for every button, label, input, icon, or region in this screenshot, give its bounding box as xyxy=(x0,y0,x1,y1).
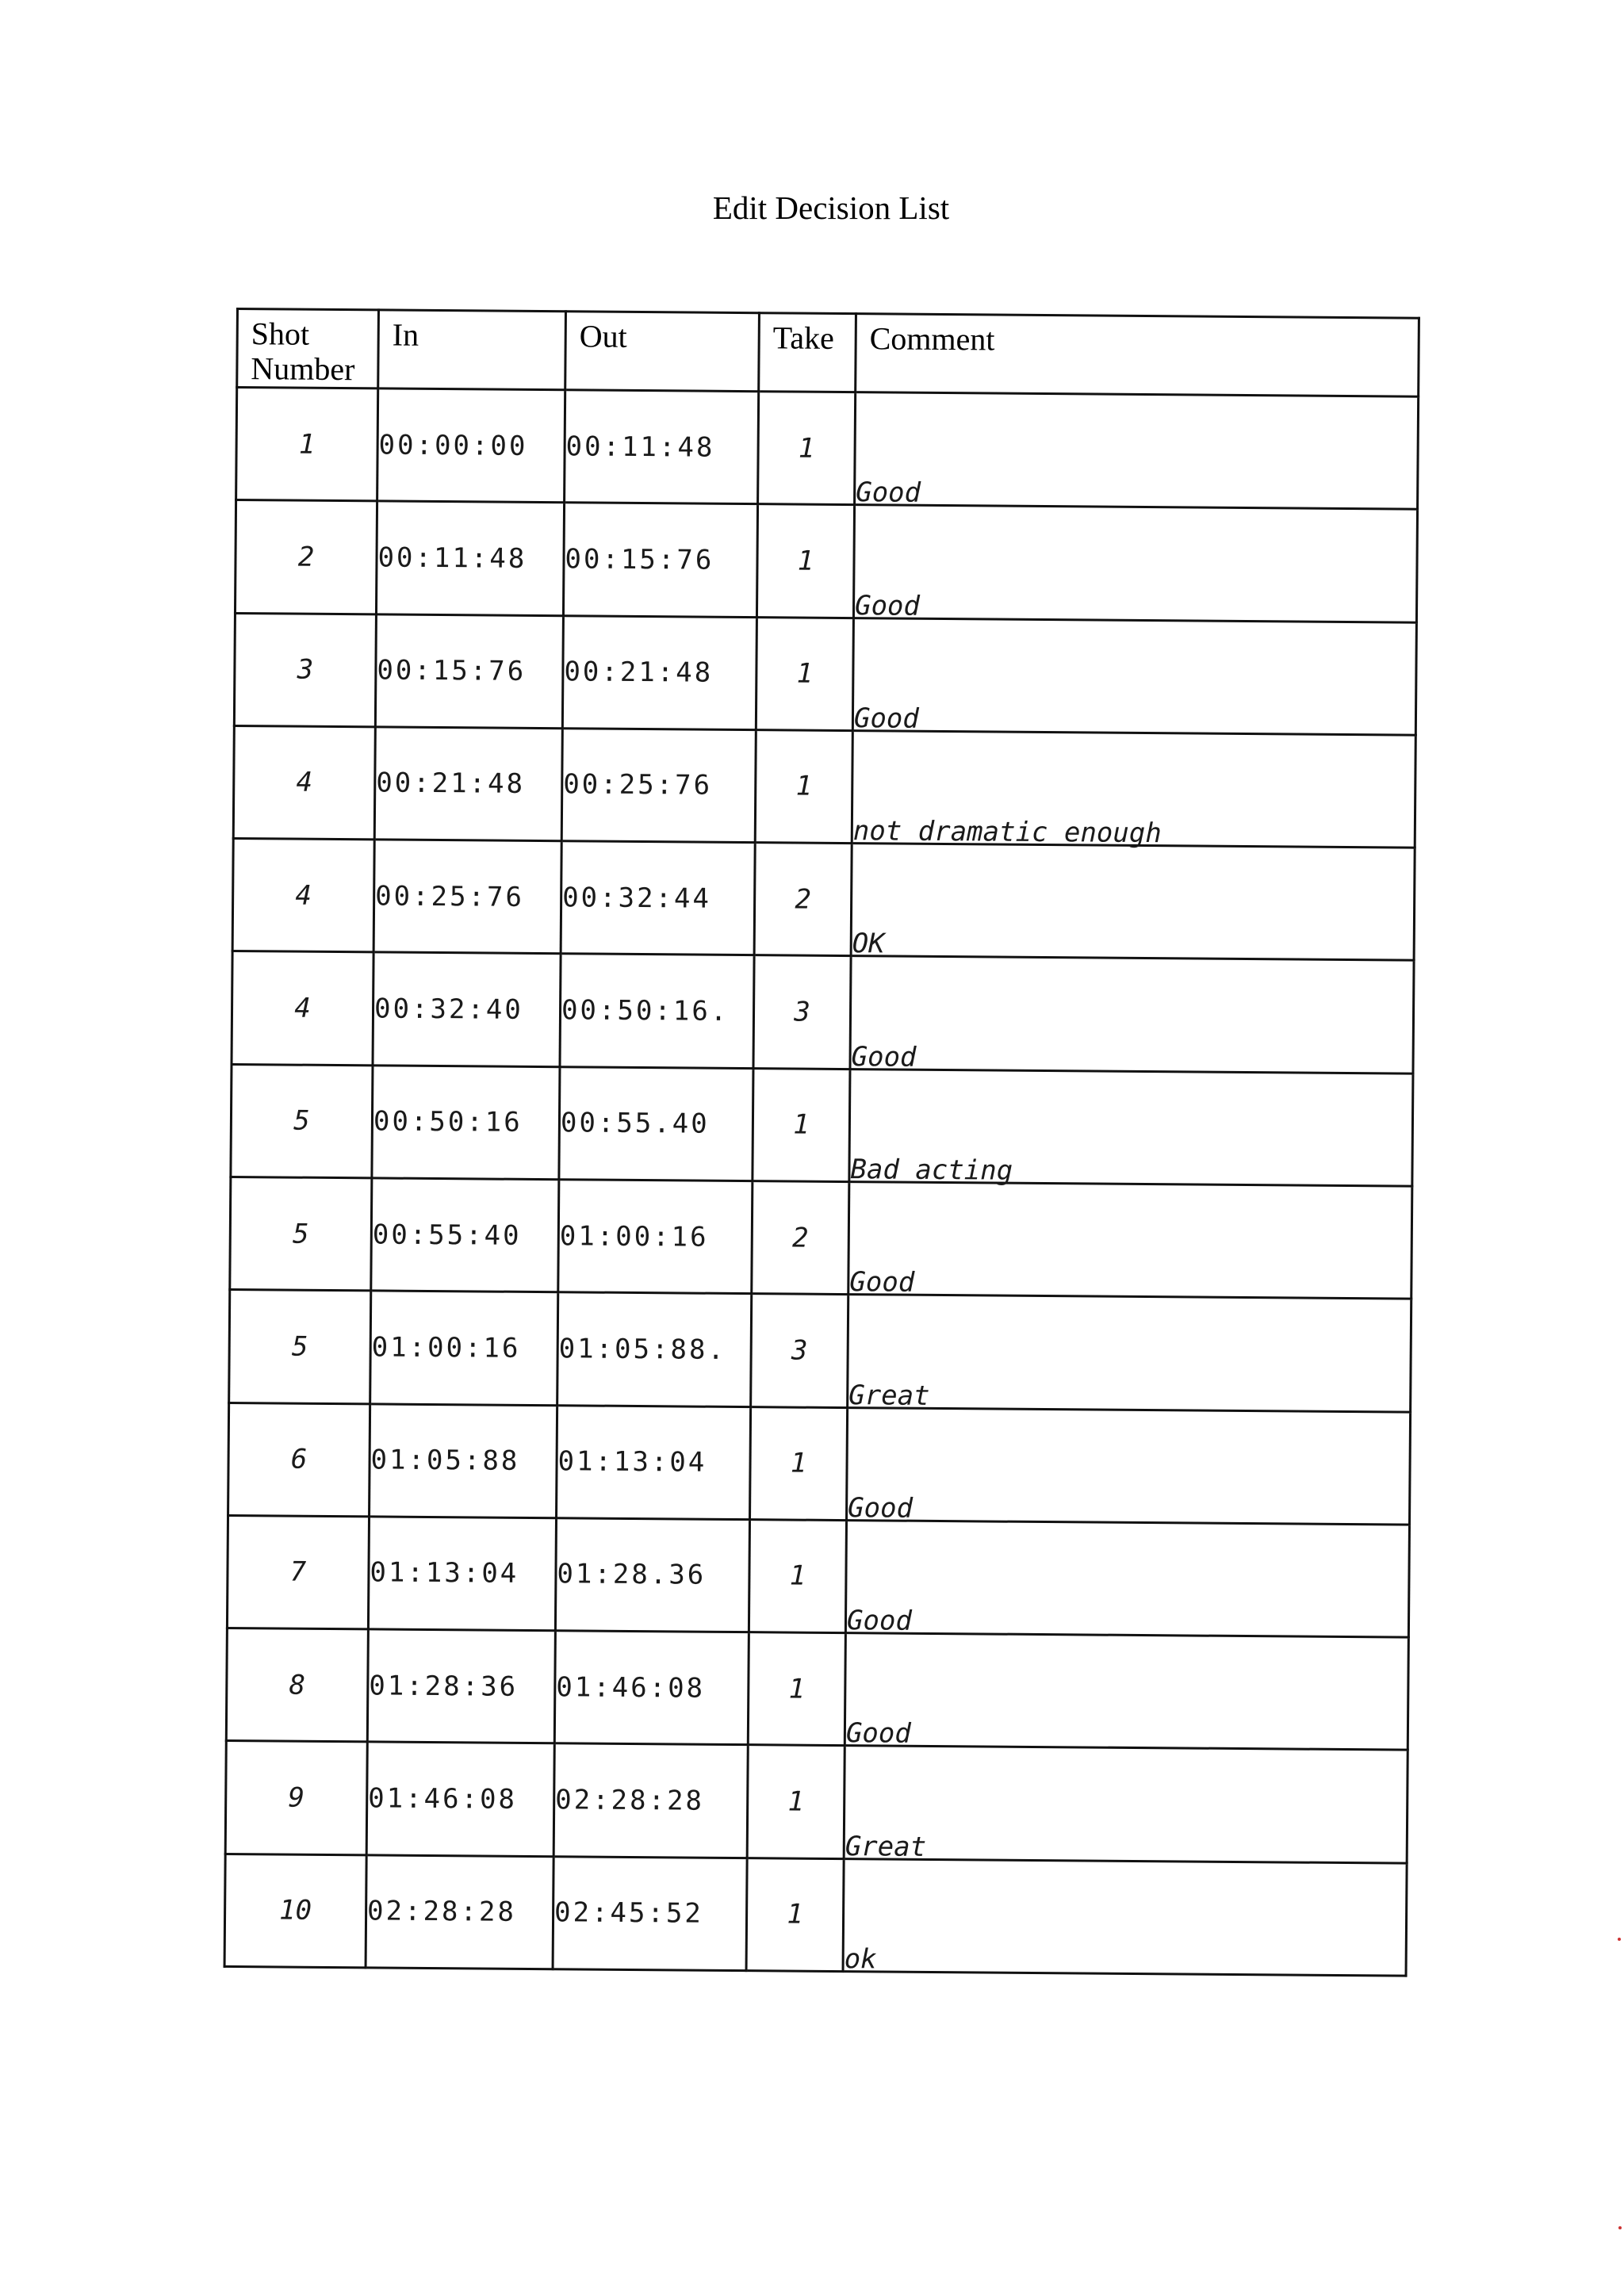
comment-cell xyxy=(844,1746,1408,1863)
comment-cell xyxy=(845,1633,1408,1751)
take-cell: 1 xyxy=(748,1632,845,1746)
take-cell: 3 xyxy=(753,955,851,1069)
out-timecode-cell: 00:15:76 xyxy=(563,503,757,617)
comment-text: Good xyxy=(856,476,921,510)
comment-cell xyxy=(848,1295,1411,1412)
in-timecode-cell: 00:32:40 xyxy=(373,952,561,1066)
shot-number-cell: 2 xyxy=(235,500,377,614)
out-timecode-cell: 01:00:16 xyxy=(558,1180,753,1294)
shot-number-cell: 4 xyxy=(233,725,375,840)
header-shot-number: Shot Number xyxy=(237,309,379,388)
shot-number-cell: 10 xyxy=(224,1854,366,1968)
comment-cell xyxy=(855,392,1419,510)
shot-number-cell: 5 xyxy=(231,1064,373,1178)
out-timecode-cell: 01:13:04 xyxy=(557,1405,751,1519)
shot-number-cell: 4 xyxy=(232,839,374,953)
comment-cell xyxy=(848,1182,1412,1299)
comment-text: Good xyxy=(851,1040,917,1073)
in-timecode-cell: 01:05:88 xyxy=(370,1403,557,1517)
shot-number-cell: 7 xyxy=(227,1515,369,1629)
shot-number-cell: 9 xyxy=(225,1741,367,1855)
in-timecode-cell: 00:11:48 xyxy=(376,501,564,615)
header-out: Out xyxy=(565,312,760,392)
shot-number-cell: 1 xyxy=(236,388,378,502)
table-row xyxy=(231,1064,1413,1186)
in-timecode-cell: 01:28:36 xyxy=(367,1629,555,1743)
shot-number-cell: 5 xyxy=(229,1290,371,1404)
comment-text: Good xyxy=(853,702,920,735)
comment-text: Good xyxy=(845,1717,911,1751)
comment-cell xyxy=(845,1520,1409,1637)
out-timecode-cell: 00:21:48 xyxy=(562,615,756,729)
in-timecode-cell: 01:13:04 xyxy=(368,1517,556,1631)
table-row xyxy=(229,1290,1411,1412)
comment-cell xyxy=(850,956,1414,1073)
comment-cell xyxy=(843,1858,1407,1976)
in-timecode-cell: 00:55:40 xyxy=(371,1178,559,1292)
take-cell: 2 xyxy=(754,843,852,956)
comment-cell xyxy=(847,1407,1411,1525)
table-row xyxy=(236,388,1419,510)
in-timecode-cell: 00:21:48 xyxy=(374,727,562,841)
table-row xyxy=(227,1515,1409,1637)
table-row xyxy=(226,1628,1408,1751)
out-timecode-cell: 00:55.40 xyxy=(559,1066,753,1181)
table-row xyxy=(233,725,1415,848)
take-cell: 1 xyxy=(746,1858,844,1971)
in-timecode-cell: 01:00:16 xyxy=(370,1291,558,1405)
table-row xyxy=(230,1177,1412,1299)
comment-text: Bad acting xyxy=(850,1154,1013,1187)
table-row xyxy=(232,839,1415,961)
take-cell: 2 xyxy=(752,1181,849,1295)
comment-text: Good xyxy=(849,1266,915,1299)
edit-decision-table xyxy=(224,308,1420,1977)
comment-text: Good xyxy=(854,589,921,622)
table-row xyxy=(224,1854,1407,1976)
take-cell: 1 xyxy=(750,1406,848,1520)
comment-text: Good xyxy=(847,1491,914,1525)
out-timecode-cell: 00:11:48 xyxy=(565,390,759,504)
comment-text: Great xyxy=(845,1830,927,1863)
document-title: Edit Decision List xyxy=(712,189,950,226)
comment-cell xyxy=(851,844,1415,961)
out-timecode-cell: 01:05:88. xyxy=(557,1292,752,1406)
table-row xyxy=(228,1402,1411,1525)
take-cell: 1 xyxy=(758,392,856,505)
comment-cell xyxy=(852,730,1415,848)
table-header-row xyxy=(237,309,1419,397)
comment-text: OK xyxy=(852,928,885,960)
header-comment: Comment xyxy=(856,314,1419,397)
out-timecode-cell: 01:46:08 xyxy=(554,1631,749,1745)
in-timecode-cell: 00:25:76 xyxy=(373,840,561,954)
comment-text: Good xyxy=(846,1605,913,1637)
in-timecode-cell: 00:00:00 xyxy=(377,388,565,503)
table-row xyxy=(232,951,1414,1073)
in-timecode-cell: 00:15:76 xyxy=(375,614,563,728)
shot-number-cell: 8 xyxy=(226,1628,368,1743)
shot-number-cell: 6 xyxy=(228,1402,370,1517)
shot-number-cell: 4 xyxy=(232,951,373,1066)
comment-text: not dramatic enough xyxy=(852,815,1162,850)
out-timecode-cell: 00:50:16. xyxy=(560,954,754,1068)
header-take: Take xyxy=(759,313,856,392)
take-cell: 1 xyxy=(753,1068,850,1181)
header-in: In xyxy=(378,310,566,390)
take-cell: 3 xyxy=(751,1294,848,1407)
in-timecode-cell: 02:28:28 xyxy=(366,1855,553,1969)
take-cell: 1 xyxy=(755,730,852,844)
scan-speck xyxy=(1618,2226,1622,2229)
out-timecode-cell: 00:25:76 xyxy=(561,729,756,843)
comment-cell xyxy=(852,618,1416,735)
scan-speck xyxy=(1618,1938,1621,1941)
comment-text: ok xyxy=(844,1943,877,1976)
in-timecode-cell: 00:50:16 xyxy=(372,1066,560,1180)
take-cell: 1 xyxy=(756,617,853,730)
out-timecode-cell: 02:28:28 xyxy=(553,1743,748,1858)
in-timecode-cell: 01:46:08 xyxy=(366,1742,554,1856)
table-row xyxy=(234,613,1416,735)
comment-text: Great xyxy=(848,1379,930,1412)
table-row xyxy=(235,500,1417,622)
take-cell: 1 xyxy=(756,504,854,618)
out-timecode-cell: 01:28.36 xyxy=(555,1518,749,1632)
table-row xyxy=(225,1741,1408,1863)
out-timecode-cell: 02:45:52 xyxy=(553,1856,747,1970)
out-timecode-cell: 00:32:44 xyxy=(561,841,755,955)
shot-number-cell: 5 xyxy=(230,1177,372,1291)
shot-number-cell: 3 xyxy=(234,613,376,727)
comment-cell xyxy=(849,1069,1413,1186)
take-cell: 1 xyxy=(747,1745,845,1858)
comment-cell xyxy=(853,505,1417,622)
take-cell: 1 xyxy=(749,1519,846,1632)
